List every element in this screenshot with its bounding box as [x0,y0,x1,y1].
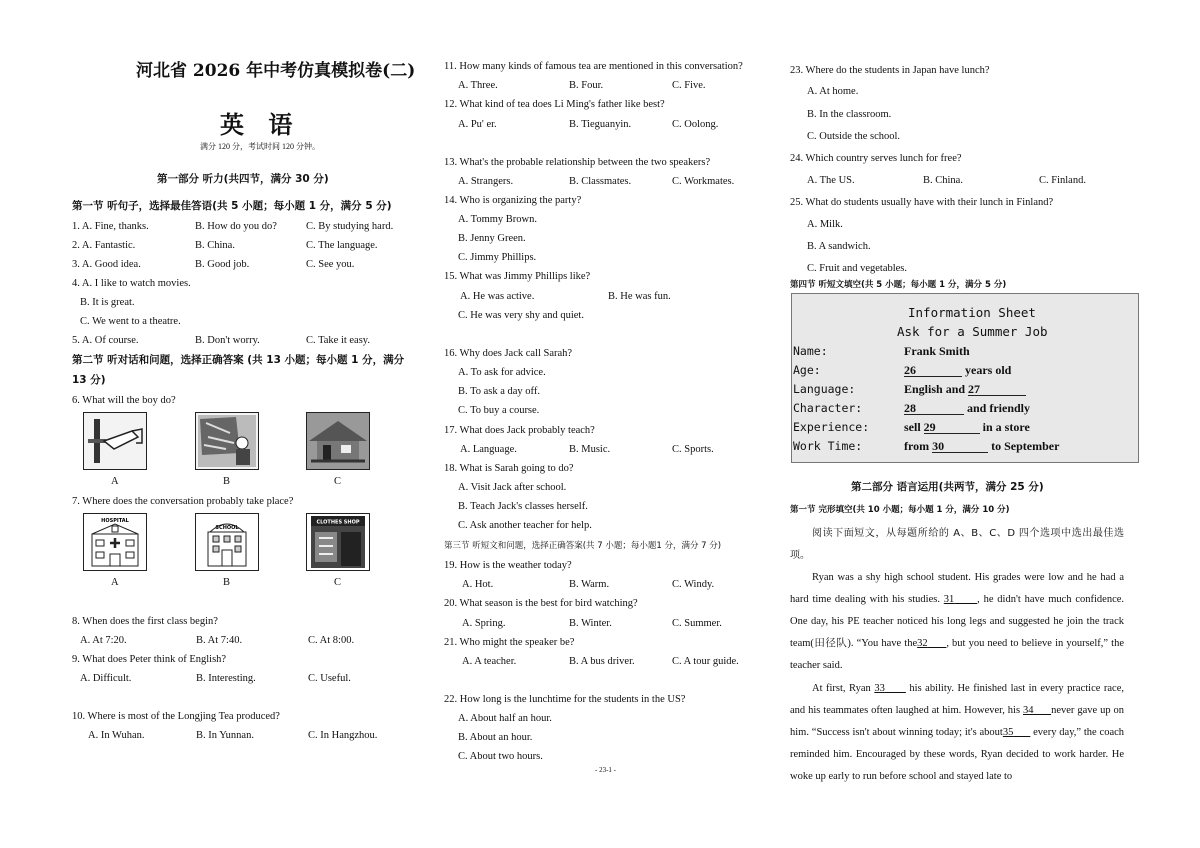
q20-a: A. Spring. [462,618,506,629]
q16-a: A. To ask for advice. [458,367,546,378]
cloze-blank-35-number: 35 [1002,727,1014,738]
q22-b: B. About an hour. [458,732,533,743]
cloze-p2-text-d: every day,” the coach reminded him. Encouraged by these words, Ryan decided to work harder. He woke up early to run before school and stayed late to [790,727,1125,782]
cloze-p2-text-a: At first, Ryan [812,683,871,694]
q7-picture-c [306,513,370,571]
cloze-blank-33-number: 33 [874,683,885,694]
q13-a: A. Strangers. [458,176,514,187]
part1-sec2-title-cont: 13 分) [72,374,106,386]
q16-c: C. To buy a course. [458,405,540,416]
part2-sec1-title: 第一节 完形填空(共 10 小题；每小题 1 分，满分 10 分) [790,505,1010,515]
blank-28[interactable] [904,402,964,415]
info-character-row [904,402,1030,415]
blank-30-number: 30 [932,439,945,453]
q15-b: B. He was fun. [608,291,671,302]
cloze-p1-text-a: Ryan was a shy high school student. His grades were low and he had a hard time dealing with his studies. [790,572,1124,605]
q10-a: A. In Wuhan. [88,730,145,741]
cloze-paragraph-2 [790,678,1124,788]
q23-a: A. At home. [807,86,859,97]
blank-30[interactable] [932,440,988,453]
blank-27[interactable] [968,383,1026,396]
q21-b: B. A bus driver. [569,656,635,667]
cloze-blank-34[interactable] [1023,705,1051,716]
q23-b: B. In the classroom. [807,109,892,120]
q12-a: A. Pu' er. [458,119,497,130]
q8-stem: 8. When does the first class begin? [72,616,218,627]
cloze-blank-35[interactable] [1003,727,1030,738]
blank-27-number: 27 [968,382,981,396]
q24-stem: 24. Which country serves lunch for free? [790,153,962,164]
q20-c: C. Summer. [672,618,722,629]
q17-c: C. Sports. [672,444,714,455]
q8-b: B. At 7:40. [196,635,243,646]
q21-a: A. A teacher. [462,656,517,667]
info-experience-prefix: sell [904,420,921,434]
q6-stem: 6. What will the boy do? [72,395,176,406]
cloze-blank-32[interactable] [917,638,946,649]
part1-sec2-title: 第二节 听对话和问题，选择正确答案 (共 13 小题；每小题 1 分，满分 [72,354,405,366]
q11-b: B. Four. [569,80,604,91]
q19-b: B. Warm. [569,579,610,590]
q11-c: C. Five. [672,80,706,91]
cloze-blank-31-number: 31 [943,594,955,605]
info-name-key: Name: [793,344,828,358]
q8-c: C. At 8:00. [308,635,355,646]
q15-a: A. He was active. [460,291,535,302]
exam-note: 满分 120 分，考试时间 120 分钟。 [200,142,320,151]
q7-label-c: C [334,577,342,588]
q1-b: B. How do you do? [195,221,277,232]
q25-b: B. A sandwich. [807,241,871,252]
q7-clothes-shop-sign: CLOTHES SHOP [316,519,360,526]
q7-hospital-sign: HOSPITAL [101,518,129,524]
q22-c: C. About two hours. [458,751,543,762]
q18-stem: 18. What is Sarah going to do? [444,463,574,474]
info-experience-key: Experience: [793,420,870,434]
info-name-value: Frank Smith [904,344,970,358]
q24-b: B. China. [923,175,963,186]
subject-title: 英 语 [220,110,301,139]
blank-29-number: 29 [923,420,936,434]
q13-stem: 13. What's the probable relationship between the two speakers? [444,157,711,168]
cloze-blank-32-number: 32 [917,638,928,649]
cloze-blank-33[interactable] [874,683,906,694]
part2-title: 第二部分 语言运用(共两节，满分 25 分) [851,481,1044,493]
q2-c: C. The language. [306,240,378,251]
q24-c: C. Finland. [1039,175,1086,186]
info-experience-value: in a store [982,420,1030,434]
info-character-key: Character: [793,401,863,415]
info-age-row [904,364,1011,377]
q3-a: 3. A. Good idea. [72,259,141,270]
q21-stem: 21. Who might the speaker be? [444,637,575,648]
q7-school-sign: SCHOOL [215,525,239,531]
q6-picture-c [306,412,370,470]
q9-c: C. Useful. [308,673,351,684]
q3-c: C. See you. [306,259,355,270]
q13-b: B. Classmates. [569,176,632,187]
q19-stem: 19. How is the weather today? [444,560,572,571]
q15-stem: 15. What was Jimmy Phillips like? [444,271,591,282]
part1-sec3-title: 第三节 听短文和问题，选择正确答案(共 7 小题；每小题1 分，满分 7 分) [444,541,722,551]
q12-c: C. Oolong. [672,119,719,130]
cloze-instructions: 阅读下面短文，从每题所给的 A、B、C、D 四个选项中选出最佳选项。 [790,528,1124,561]
part1-sec1-title: 第一节 听句子，选择最佳答语(共 5 小题；每小题 1 分，满分 5 分) [72,200,392,212]
q2-b: B. China. [195,240,235,251]
q10-stem: 10. Where is most of the Longjing Tea produced? [72,711,280,722]
info-age-value: years old [965,363,1012,377]
q4-b: B. It is great. [80,297,135,308]
q4-a: 4. A. I like to watch movies. [72,278,191,289]
q11-a: A. Three. [458,80,498,91]
blank-29[interactable] [924,421,980,434]
q11-stem: 11. How many kinds of famous tea are mentioned in this conversation? [444,61,743,72]
cloze-blank-34-number: 34 [1022,705,1034,716]
q9-b: B. Interesting. [196,673,256,684]
q6-label-c: C [334,476,342,487]
q1-c: C. By studying hard. [306,221,394,232]
q7-picture-a [83,513,147,571]
q21-c: C. A tour guide. [672,656,739,667]
q10-c: C. In Hangzhou. [308,730,378,741]
q17-b: B. Music. [569,444,611,455]
q9-stem: 9. What does Peter think of English? [72,654,227,665]
q16-stem: 16. Why does Jack call Sarah? [444,348,573,359]
q7-label-a: A [111,577,119,588]
info-worktime-prefix: from [904,439,930,453]
q18-a: A. Visit Jack after school. [458,482,567,493]
cloze-p1-text-c: , but you need to believe in yourself,” the teacher said. [790,638,1124,671]
q7-label-b: B [223,577,231,588]
q25-a: A. Milk. [807,219,843,230]
q23-c: C. Outside the school. [807,131,901,142]
info-language-key: Language: [793,382,856,396]
q14-c: C. Jimmy Phillips. [458,252,537,263]
q12-b: B. Tieguanyin. [569,119,632,130]
q19-c: C. Windy. [672,579,715,590]
blank-26-number: 26 [904,363,916,377]
part1-sec4-title: 第四节 听短文填空(共 5 小题；每小题 1 分，满分 5 分) [790,280,1007,290]
q5-a: 5. A. Of course. [72,335,139,346]
q2-a: 2. A. Fantastic. [72,240,136,251]
q13-c: C. Workmates. [672,176,735,187]
blank-26[interactable] [904,364,962,377]
q14-a: A. Tommy Brown. [458,214,537,225]
q7-picture-b [195,513,259,571]
info-worktime-row [904,440,1059,453]
q19-a: A. Hot. [462,579,494,590]
q4-c: C. We went to a theatre. [80,316,181,327]
q5-c: C. Take it easy. [306,335,370,346]
q15-c: C. He was very shy and quiet. [458,310,584,321]
q7-stem: 7. Where does the conversation probably take place? [72,496,294,507]
q1-a: 1. A. Fine, thanks. [72,221,149,232]
info-age-key: Age: [793,363,821,377]
q18-b: B. Teach Jack's classes herself. [458,501,588,512]
info-language-value: English and [904,382,966,396]
q9-a: A. Difficult. [80,673,132,684]
q20-stem: 20. What season is the best for bird watching? [444,598,638,609]
part1-title: 第一部分 听力(共四节，满分 30 分) [157,173,329,185]
q25-stem: 25. What do students usually have with their lunch in Finland? [790,197,1054,208]
q6-label-b: B [223,476,231,487]
blank-28-number: 28 [904,401,916,415]
q16-b: B. To ask a day off. [458,386,540,397]
q3-b: B. Good job. [195,259,250,270]
info-worktime-value: to September [991,439,1060,453]
cloze-p2-text-c: never gave up on him. “Success isn't about winning today; it's about [790,705,1125,738]
q12-stem: 12. What kind of tea does Li Ming's father like best? [444,99,665,110]
info-worktime-key: Work Time: [793,439,863,453]
q17-a: A. Language. [460,444,517,455]
q14-b: B. Jenny Green. [458,233,526,244]
q20-b: B. Winter. [569,618,612,629]
info-experience-row [904,421,1030,434]
q14-stem: 14. Who is organizing the party? [444,195,582,206]
q18-c: C. Ask another teacher for help. [458,520,592,531]
cloze-p1-text-b: , he didn't have much confidence. One day, his PE teacher noticed his long legs and suggested he join the track team(田径队). “You have the [790,594,1125,649]
paper-title: 河北省 2026 年中考仿真模拟卷(二) [136,61,416,81]
info-subtitle: Ask for a Summer Job [897,324,1048,339]
cloze-paragraph-1 [790,567,1124,677]
page-number: - 23-1 - [595,766,616,774]
q6-picture-a [83,412,147,470]
cloze-blank-31[interactable] [944,594,977,605]
q23-stem: 23. Where do the students in Japan have lunch? [790,65,990,76]
q22-stem: 22. How long is the lunchtime for the students in the US? [444,694,686,705]
q17-stem: 17. What does Jack probably teach? [444,425,595,436]
q24-a: A. The US. [807,175,855,186]
information-sheet [791,293,1139,463]
q5-b: B. Don't worry. [195,335,260,346]
q6-picture-b [195,412,259,470]
q8-a: A. At 7:20. [80,635,127,646]
q22-a: A. About half an hour. [458,713,552,724]
info-character-value: and friendly [967,401,1031,415]
q6-label-a: A [111,476,119,487]
cloze-p2-text-b: his ability. He finished last in every practice race, and his teammates often laughed at him. However, his [790,683,1125,716]
info-title: Information Sheet [908,305,1036,320]
q25-c: C. Fruit and vegetables. [807,263,908,274]
info-language-row [904,383,1026,396]
q10-b: B. In Yunnan. [196,730,254,741]
